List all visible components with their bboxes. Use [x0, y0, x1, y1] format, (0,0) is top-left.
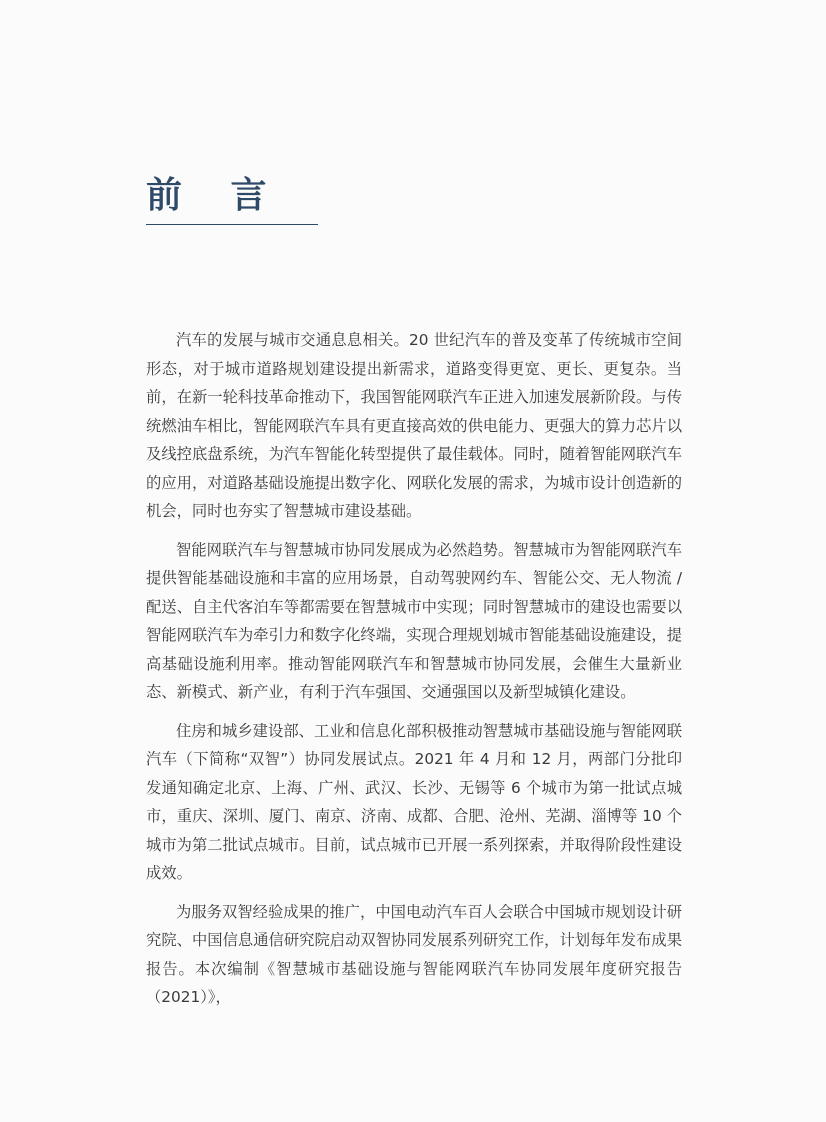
paragraph: 为服务双智经验成果的推广，中国电动汽车百人会联合中国城市规划设计研究院、中国信息通信研究院启动双智协同发展系列研究工作，计划每年发布成果报告。本次编制《智慧城市基础设施与智能网联汽车协同发展年度研究报告（2021）》， [146, 902, 682, 1006]
title-underline [146, 224, 318, 225]
paragraph: 智能网联汽车与智慧城市协同发展成为必然趋势。智慧城市为智能网联汽车提供智能基础设施和丰富的应用场景，自动驾驶网约车、智能公交、无人物流 / 配送、自主代客泊车等都需要在智慧城市中实现；同时智慧城市的建设也需要以智能网联汽车为牵引力和数字化终端，实现合理规划城市智能基础设施建设，提高基础设施利用率。推动智能网联汽车和智慧城市协同发展，会催生大量新业态、新模式、新产业，有利于汽车强国、交通强国以及新型城镇化建设。 [146, 540, 682, 701]
page-title: 前 言 [146, 175, 285, 216]
paragraph: 汽车的发展与城市交通息息相关。20 世纪汽车的普及变革了传统城市空间形态，对于城市道路规划建设提出新需求，道路变得更宽、更长、更复杂。当前，在新一轮科技革命推动下，我国智能网联汽车正进入加速发展新阶段。与传统燃油车相比，智能网联汽车具有更直接高效的供电能力、更强大的算力芯片以及线控底盘系统，为汽车智能化转型提供了最佳载体。同时，随着智能网联汽车的应用，对道路基础设施提出数字化、网联化发展的需求，为城市设计创造新的机会，同时也夯实了智慧城市建设基础。 [146, 331, 682, 520]
body-text [146, 326, 682, 1022]
paragraph: 住房和城乡建设部、工业和信息化部积极推动智慧城市基础设施与智能网联汽车（下简称“双智”）协同发展试点。2021 年 4 月和 12 月，两部门分批印发通知确定北京、上海、广州、武汉、长沙、无锡等 6 个城市为第一批试点城市，重庆、深圳、厦门、南京、济南、成都、合肥、沧州、芜湖、淄博等 10 个城市为第二批试点城市。目前，试点城市已开展一系列探索，并取得阶段性建设成效。 [146, 721, 682, 882]
